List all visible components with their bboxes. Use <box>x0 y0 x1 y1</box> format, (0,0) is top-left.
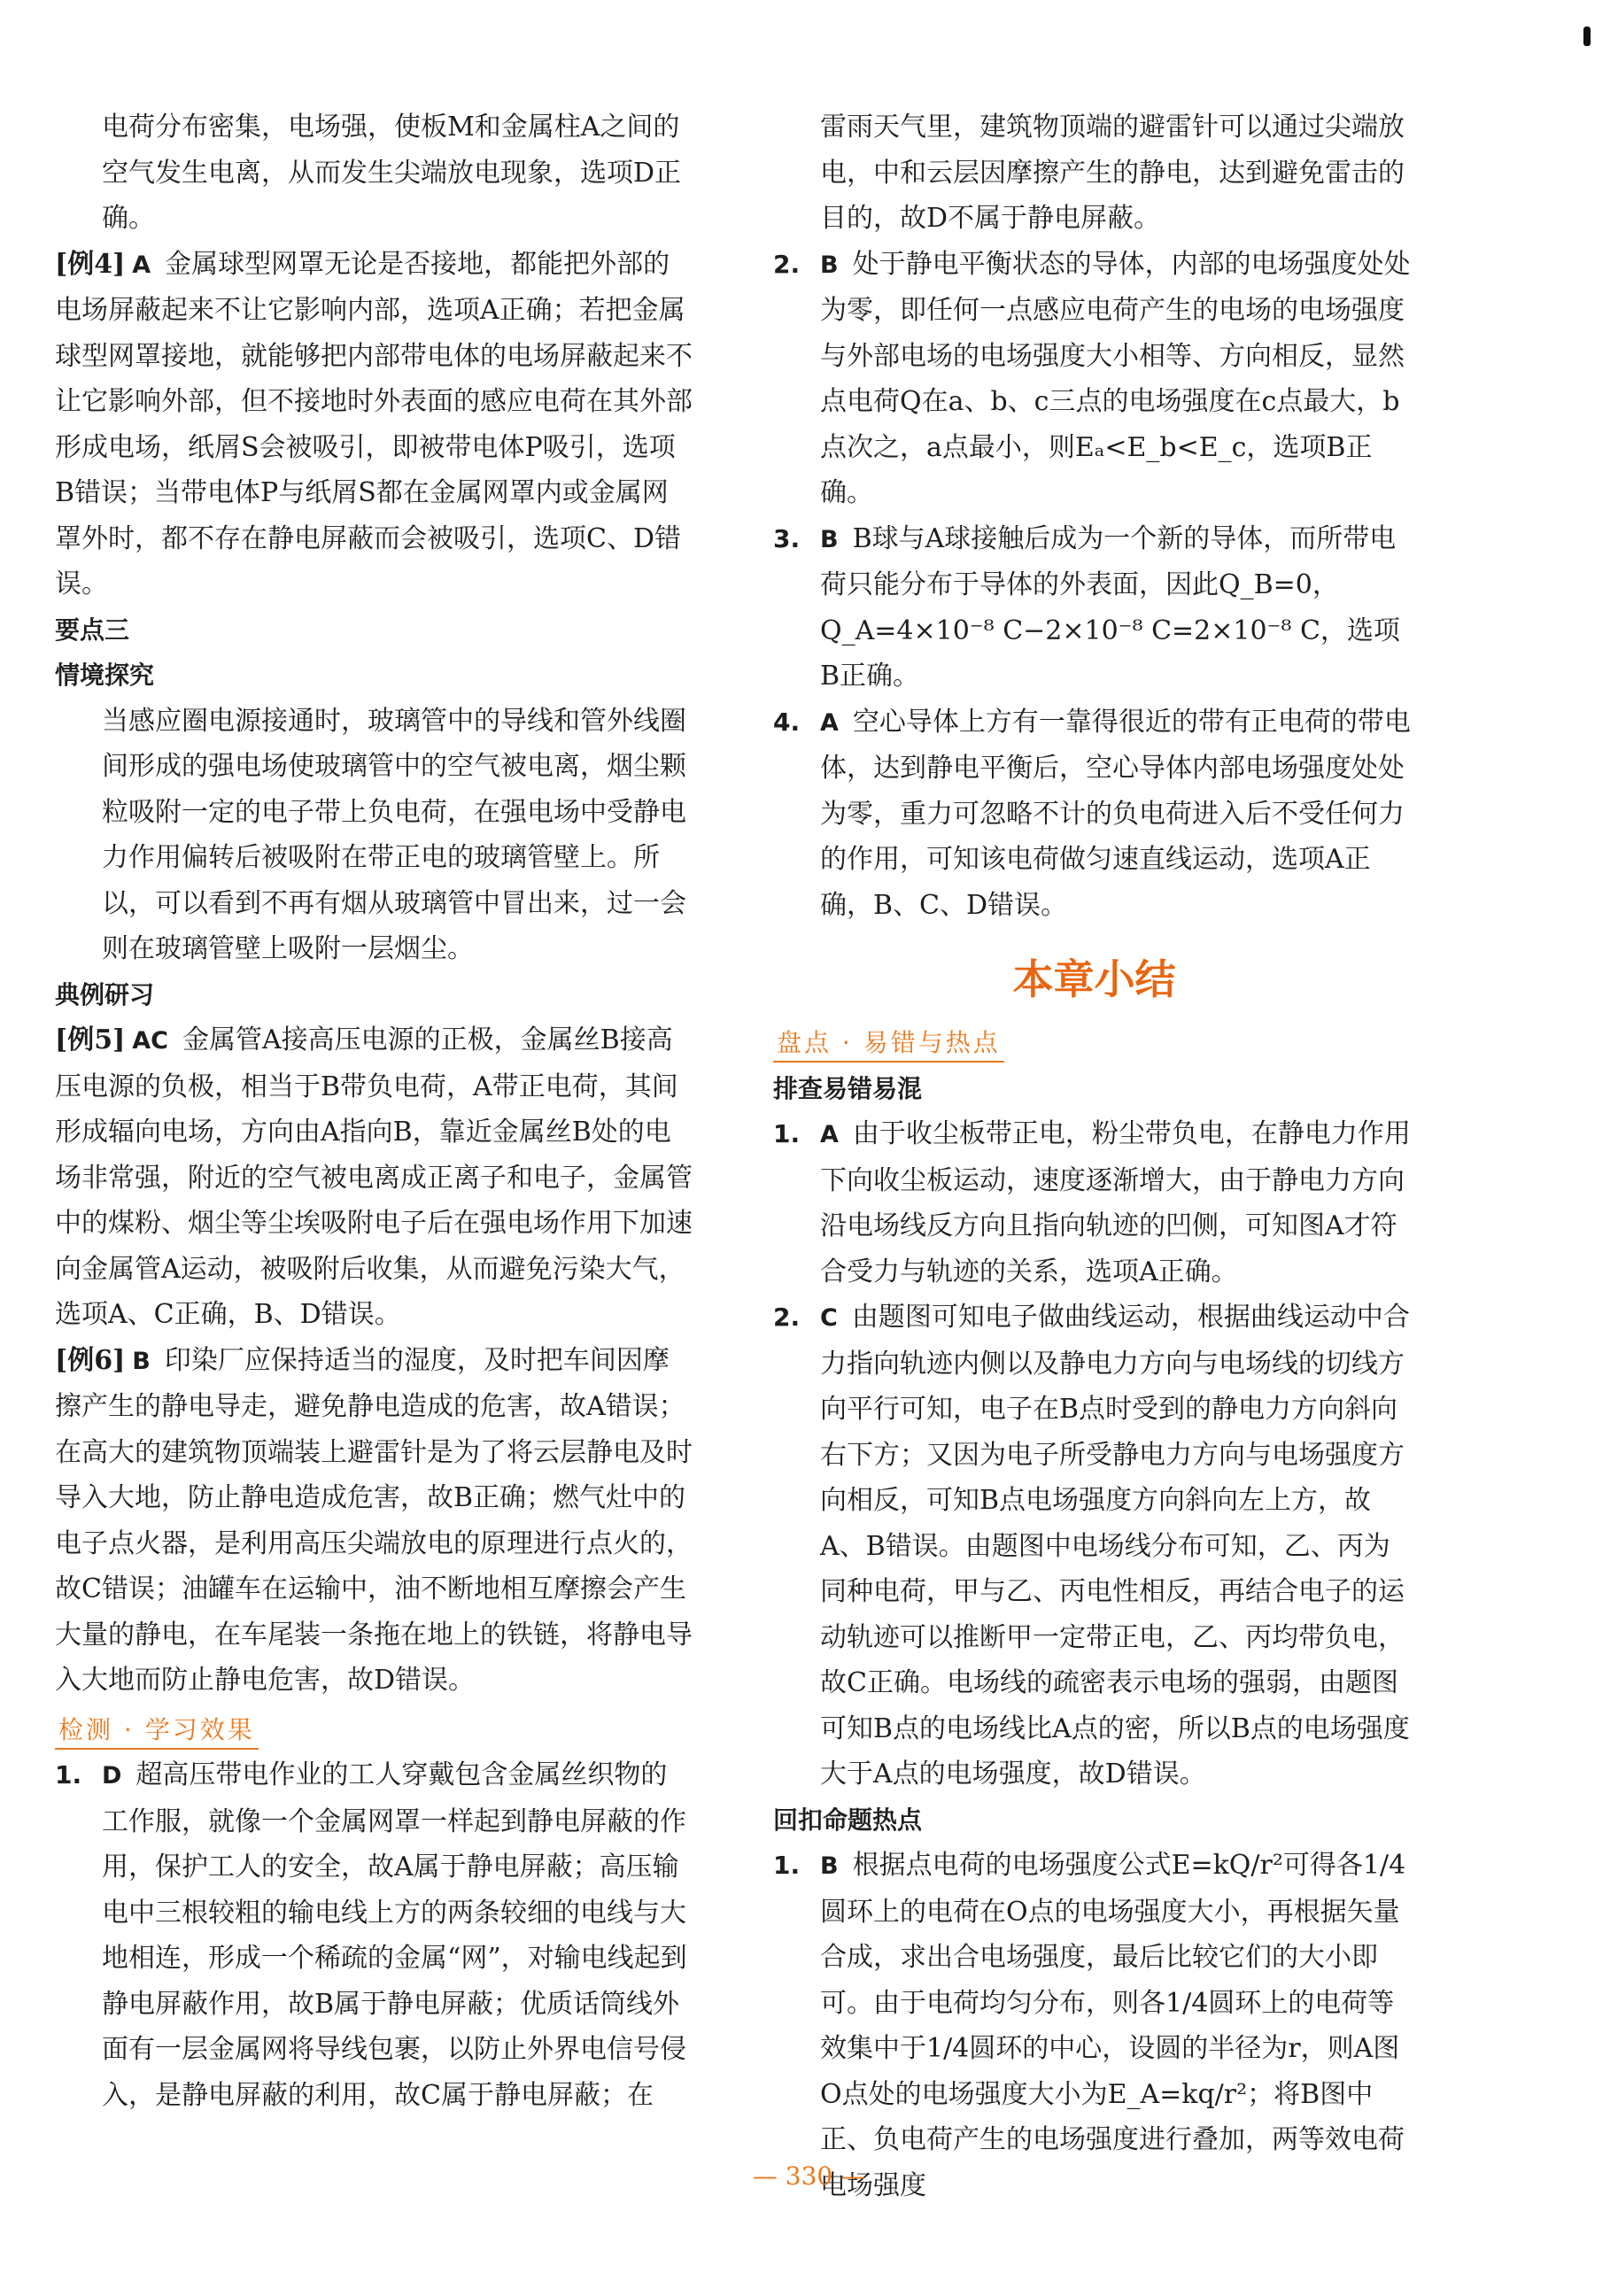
section-check-learning-label: 检测 · 学习效果 <box>55 1715 259 1750</box>
section-review <box>773 1020 1415 1066</box>
hot-item-1-text: 根据点电荷的电场强度公式E=kQ/r²可得各1/4圆环上的电荷在O点的电场强度大小，再根据矢量合成，求出合电场强度，最后比较它们的大小即可。由于电荷均匀分布，则各1/4圆环上的电荷等效集中于1/4圆环的中心，设圆的半径为r，则A图O点处的电场强度大小为E_A=kq/r²；将B图中正、负电荷产生的电场强度进行叠加，两等效电荷电场强度 <box>820 1850 1406 2201</box>
check-item-3-text: B球与A球接触后成为一个新的导体，而所带电荷只能分布于导体的外表面，因此Q_B=0，Q_A=4×10⁻⁸ C−2×10⁻⁸ C=2×10⁻⁸ C，选项B正确。 <box>820 522 1400 692</box>
check-item-4 <box>773 700 1415 929</box>
left-column <box>55 104 693 2118</box>
example-6-text: 印染厂应保持适当的湿度，及时把车间因摩擦产生的静电导走，避免静电造成的危害，故A错误；在高大的建筑物顶端装上避雷针是为了将云层静电及时导入大地，防止静电造成危害，故B正确；燃气灶中的电子点火器，是利用高压尖端放电的原理进行点火的，故C错误；油罐车在运输中，油不断地相互摩擦会产生大量的静电，在车尾装一条拖在地上的铁链，将静电导入大地而防止静电危害，故D错误。 <box>55 1344 693 1696</box>
example-5 <box>55 1017 693 1338</box>
heading-scene-explore: 情境探究 <box>55 661 155 690</box>
example-4 <box>55 242 693 607</box>
page-number: — 330 — <box>752 2161 866 2191</box>
mistake-item-1 <box>773 1111 1415 1295</box>
heading-hot-topics: 回扣命题热点 <box>773 1805 923 1835</box>
right-column <box>773 104 1415 2208</box>
example-4-text: 金属球型网罩无论是否接地，都能把外部的电场屏蔽起来不让它影响内部，选项A正确；若把金属球型网罩接地，就能够把内部带电体的电场屏蔽起来不让它影响外部，但不接地时外表面的感应电荷在其外部形成电场，纸屑S会被吸引，即被带电体P吸引，选项B错误；当带电体P与纸屑S都在金属网罩内或金属网罩外时，都不存在静电屏蔽而会被吸引，选项C、D错误。 <box>55 248 693 599</box>
heading-point-three: 要点三 <box>55 615 130 645</box>
check-item-1-answer: D <box>102 1762 122 1790</box>
check-item-4-text: 空心导体上方有一靠得很近的带有正电荷的带电体，达到静电平衡后，空心导体内部电场强度处处为零，重力可忽略不计的负电荷进入后不受任何力的作用，可知该电荷做匀速直线运动，选项A正确，B、C、D错误。 <box>820 706 1411 921</box>
check-item-1-number: 1. <box>55 1760 82 1790</box>
section-check-learning <box>55 1707 693 1753</box>
example-5-answer: AC <box>132 1027 168 1055</box>
example-6-answer: B <box>132 1347 151 1375</box>
check-item-4-answer: A <box>820 708 839 737</box>
mistake-item-2 <box>773 1295 1415 1797</box>
hot-item-1 <box>773 1843 1415 2208</box>
right-continued-text: 雷雨天气里，建筑物顶端的避雷针可以通过尖端放电，中和云层因摩擦产生的静电，达到避免雷击的目的，故D不属于静电屏蔽。 <box>820 112 1405 234</box>
heading-mistakes: 排查易错易混 <box>773 1073 923 1103</box>
page-corner-mark <box>1583 27 1591 46</box>
example-4-tag: [例4] <box>55 248 126 280</box>
mistake-item-2-answer: C <box>820 1304 838 1332</box>
check-item-3-number: 3. <box>773 523 801 553</box>
mistake-item-1-text: 由于收尘板带正电，粉尘带负电，在静电力作用下向收尘板运动，速度逐渐增大，由于静电力方向沿电场线反方向且指向轨迹的凹侧，可知图A才符合受力与轨迹的关系，选项A正确。 <box>820 1118 1411 1287</box>
example-6-tag: [例6] <box>55 1344 126 1376</box>
example-5-text: 金属管A接高压电源的正极，金属丝B接高压电源的负极，相当于B带负电荷，A带正电荷，其间形成辐向电场，方向由A指向B，靠近金属丝B处的电场非常强，附近的空气被电离成正离子和电子，金属管中的煤粉、烟尘等尘埃吸附电子后在强电场作用下加速向金属管A运动，被吸附后收集，从而避免污染大气，选项A、C正确，B、D错误。 <box>55 1024 693 1330</box>
check-item-2 <box>773 242 1415 516</box>
check-item-4-number: 4. <box>773 707 801 737</box>
check-item-2-number: 2. <box>773 249 801 279</box>
mistake-item-2-text: 由题图可知电子做曲线运动，根据曲线运动中合力指向轨迹内侧以及静电力方向与电场线的切线方向平行可知，电子在B点时受到的静电力方向斜向右下方；又因为电子所受静电力方向与电场强度方向相反，可知B点电场强度方向斜向左上方，故A、B错误。由题图中电场线分布可知，乙、丙为同种电荷，甲与乙、丙电性相反，再结合电子的运动轨迹可以推断甲一定带正电，乙、丙均带负电，故C正确。电场线的疏密表示电场的强弱，由题图可知B点的电场线比A点的密，所以B点的电场强度大于A点的电场强度，故D错误。 <box>820 1302 1410 1790</box>
check-item-3 <box>773 516 1415 700</box>
mistake-item-2-number: 2. <box>773 1303 801 1332</box>
check-item-2-answer: B <box>820 251 839 279</box>
mistake-item-1-answer: A <box>820 1121 839 1148</box>
check-item-2-text: 处于静电平衡状态的导体，内部的电场强度处处为零，即任何一点感应电荷产生的电场的电场强度与外部电场的电场强度大小相等、方向相反，显然点电荷Q在a、b、c三点的电场强度在c点最大，b点次之，a点最小，则Eₐ<E_b<E_c，选项B正确。 <box>820 248 1411 508</box>
check-item-3-answer: B <box>820 525 839 553</box>
example-4-answer: A <box>132 251 151 279</box>
mistake-item-1-number: 1. <box>773 1119 801 1148</box>
check-item-1 <box>55 1752 693 2118</box>
section-review-label: 盘点 · 易错与热点 <box>773 1028 1004 1063</box>
check-item-1-text: 超高压带电作业的工人穿戴包含金属丝织物的工作服，就像一个金属网罩一样起到静电屏蔽的作用，保护工人的安全，故A属于静电屏蔽；高压输电中三根较粗的输电线上方的两条较细的电线与大地相连，形成一个稀疏的金属“网”，对输电线起到静电屏蔽作用，故B属于静电屏蔽；优质话筒线外面有一层金属网将导线包裹，以防止外界电信号侵入，是静电屏蔽的利用，故C属于静电屏蔽；在 <box>102 1759 687 2111</box>
hot-item-1-number: 1. <box>773 1851 801 1880</box>
chapter-summary-title: 本章小结 <box>1012 955 1176 1003</box>
heading-typical-examples: 典例研习 <box>55 979 155 1009</box>
left-continued-text: 电荷分布密集，电场强，使板M和金属柱A之间的空气发生电离，从而发生尖端放电现象，选项D正确。 <box>102 112 682 234</box>
example-5-tag: [例5] <box>55 1024 126 1055</box>
example-6 <box>55 1338 693 1704</box>
scene-text: 当感应圈电源接通时，玻璃管中的导线和管外线圈间形成的强电场使玻璃管中的空气被电离，烟尘颗粒吸附一定的电子带上负电荷，在强电场中受静电力作用偏转后被吸附在带正电的玻璃管壁上。所以，可以看到不再有烟从玻璃管中冒出来，过一会则在玻璃管壁上吸附一层烟尘。 <box>102 705 686 964</box>
hot-item-1-answer: B <box>820 1852 839 1880</box>
